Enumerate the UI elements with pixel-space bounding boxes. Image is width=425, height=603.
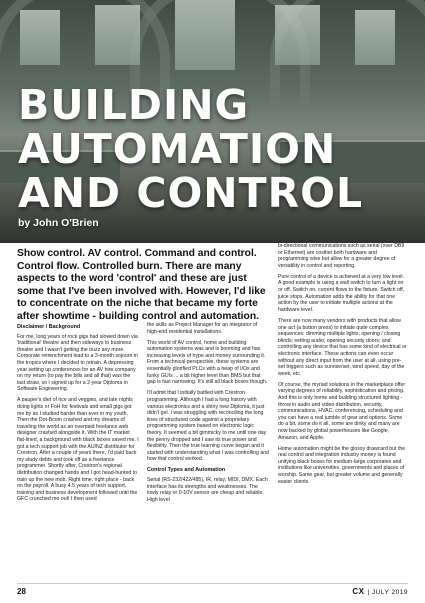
column-1 [17,322,139,507]
body-paragraph: A pauper's diet of rice and veggies, and late nights doing lights or FoH for festivals and small gigs got me by as I studied harder than ever in my youth. Then the Dot-Bcom crashed and my dreams of traveling the world as an overpaid freelance web designer crashed alongside it. With the IT market flat-lined, a background with black boxes saved me. I got a tech support job with the AU/NZ distributor for Crestron. After a couple of years there, I'd paid back my study debts and took off as a freelance programmer. Shortly after, Crestron's regional distribution changed hands and I got head-hunted to train up the new mob. Right time, right place - back on the payroll. A busy 4.5 years of tech support, training and business development followed until the GFC crunched me out! I then used [17,397,139,503]
window-decoration [95,5,140,65]
window-decoration [355,10,395,65]
cx-logo-icon: CX [352,587,365,596]
article-title-line-1: BUILDING [18,81,250,129]
body-paragraph: the skills as Project Manager for an integrator of high-end residential installations. [147,322,258,335]
column-3 [278,243,408,490]
window-decoration [20,10,60,65]
byline: by John O'Brien [18,217,99,229]
body-paragraph: Home automation might be the glossy drawcard but the real control and integration industry money is found unifying black boxes for medium-large corporates and institutions like universities, governments and places of worship. Same gear, but greater volume and generally easier clients. [278,445,406,485]
page-footer [0,583,425,603]
article-title-line-2: AUTOMATION [18,125,337,173]
body-paragraph: I'll admit that I initially battled with Crestron programming. Although I had a long history with various electronics and a shiny new Diploma, it just didn't gel. I was struggling with reconciling the long lines of structured code against a proprietary programming system based on electronic logic theory. It seemed a bit gimmicky to me until one day the penny dropped and I saw its true power and flexibility. Then the true learning curve began and it started with understanding what I was controlling and how that control worked. [147,390,269,463]
body-paragraph: Pure control of a device is achieved at a very low level. A good example is using a wall switch to turn a light on or off. Switch on, current flows to the fixture. Switch off, juice stops. Automation adds the ability for that one action by the user to initiate multiple actions at the hardware level. [278,273,405,313]
page-number: 28 [17,587,26,596]
issue-date: | JULY 2019 [367,589,408,596]
body-paragraph: There are now many vendors with products that allow one act (a button press) to initiate quite complex sequences: dimming multiple lights; opening / closing blinds; setting audio; opening security doors; and controlling any device that has some kind of electrical or electronic interface. These actions can even occur without any direct input from the user at all, using pre-set triggers such as sunrise/set, wind speed, day of the week, etc. [278,317,407,377]
body-paragraph: bi-directional communications such as serial (over DB9 or Ethernet) are costlier both hardware and programming wise but allow for a greater degree of versatility in control and reporting. [278,243,405,269]
lead-paragraph: Show control. AV control. Command and control. Control flow. Controlled burn. There are many aspects to the word 'control' and these are just some that I've been involved with. However, I'd like to concentrate on the niche that became my forte after showtime - building control and automation. [17,248,266,322]
footer-divider [17,583,408,584]
footer-issue [352,587,408,596]
column-2 [147,322,269,508]
body-paragraph: This world of AV control, home and building automation systems was and is booming and has increasing levels of hype and money surrounding it. From a technical perspective, these systems are essentially glorified PLCs with a heap of I/Os and funky GUIs ... a bit higher level than BMS but that gap is fast narrowing. It's still all black boxes though. [147,339,268,386]
body-paragraph: Of course, the myriad solutions in the marketplace offer varying degrees of reliability, sophistication and pricing. And this is only home and building structured lighting - throw in audio and video distribution, security, communications, HVAC, conferencing, scheduling and you can have a real jumble of gear and options. Some do a bit, some do it all, some are dinky and many are now backed by global powerhouses like Google, Amazon, and Apple. [278,381,406,441]
section-heading: Control Types and Automation [147,467,226,474]
window-decoration [175,0,235,70]
window-decoration [275,5,320,65]
section-heading: Disclaimer / Background [17,324,81,330]
body-paragraph: For me, long years of rock gigs had slowed down via 'traditional' theatre and then sideways to business theatre and I wasn't getting the buzz any more. Corporate retrenchment lead to a 3-month sojourn in the tropics where I decided to retrain. A depressing year setting up conferences for an AV hire company on my return (to pay the bills and all that) was the last straw, so I signed up for a 2-year Diploma in Software Engineering. [17,333,138,393]
article-title-line-3: AND CONTROL [18,169,364,217]
body-paragraph: Serial (RS-232/422/485), IR, relay, MIDI, DMX. Each interface has its strengths and weaknesses. The lowly relay or 0-10V sensor are cheap and reliable. High level [147,476,268,503]
